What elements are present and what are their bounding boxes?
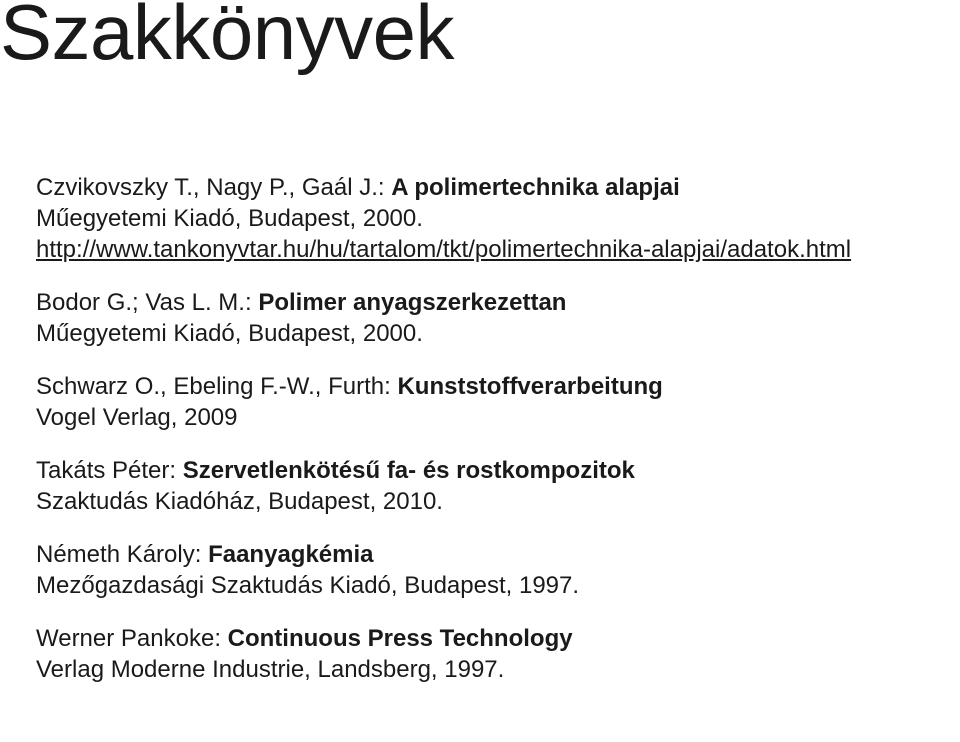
reference-authors: Czvikovszky T., Nagy P., Gaál J.:: [36, 174, 392, 201]
reference-authors: Takáts Péter:: [36, 457, 183, 484]
reference-title: Faanyagkémia: [208, 541, 374, 568]
reference-title: Polimer anyagszerkezettan: [258, 289, 567, 316]
reference-authors: Werner Pankoke:: [36, 625, 228, 652]
reference-list: [36, 172, 956, 707]
reference-publisher: Mezőgazdasági Szaktudás Kiadó, Budapest, 1997.: [36, 572, 580, 599]
reference-publisher: Műegyetemi Kiadó, Budapest, 2000.: [36, 205, 423, 232]
reference-heading: [36, 371, 956, 402]
reference-item: [36, 172, 956, 265]
reference-item: [36, 623, 956, 685]
reference-publisher: Vogel Verlag, 2009: [36, 404, 238, 431]
reference-authors: Németh Károly:: [36, 541, 209, 568]
reference-item: [36, 539, 956, 601]
reference-title: Kunststoffverarbeitung: [397, 373, 663, 400]
reference-title: A polimertechnika alapjai: [391, 174, 680, 201]
reference-publisher: Műegyetemi Kiadó, Budapest, 2000.: [36, 320, 423, 347]
page-title: Szakkönyvek: [0, 0, 455, 76]
reference-item: [36, 287, 956, 349]
reference-heading: [36, 539, 956, 570]
reference-heading: [36, 623, 956, 654]
reference-url-link[interactable]: http://www.tankonyvtar.hu/hu/tartalom/tkt/polimertechnika-alapjai/adatok.html: [36, 236, 852, 263]
reference-heading: [36, 287, 956, 318]
reference-item: [36, 455, 956, 517]
reference-title: Szervetlenkötésű fa- és rostkompozitok: [182, 457, 635, 484]
reference-heading: [36, 172, 956, 203]
reference-authors: Bodor G.; Vas L. M.:: [36, 289, 259, 316]
reference-publisher: Szaktudás Kiadóház, Budapest, 2010.: [36, 488, 443, 515]
reference-authors: Schwarz O., Ebeling F.-W., Furth:: [36, 373, 398, 400]
reference-heading: [36, 455, 956, 486]
reference-item: [36, 371, 956, 433]
reference-title: Continuous Press Technology: [227, 625, 573, 652]
reference-publisher: Verlag Moderne Industrie, Landsberg, 1997.: [36, 656, 505, 683]
